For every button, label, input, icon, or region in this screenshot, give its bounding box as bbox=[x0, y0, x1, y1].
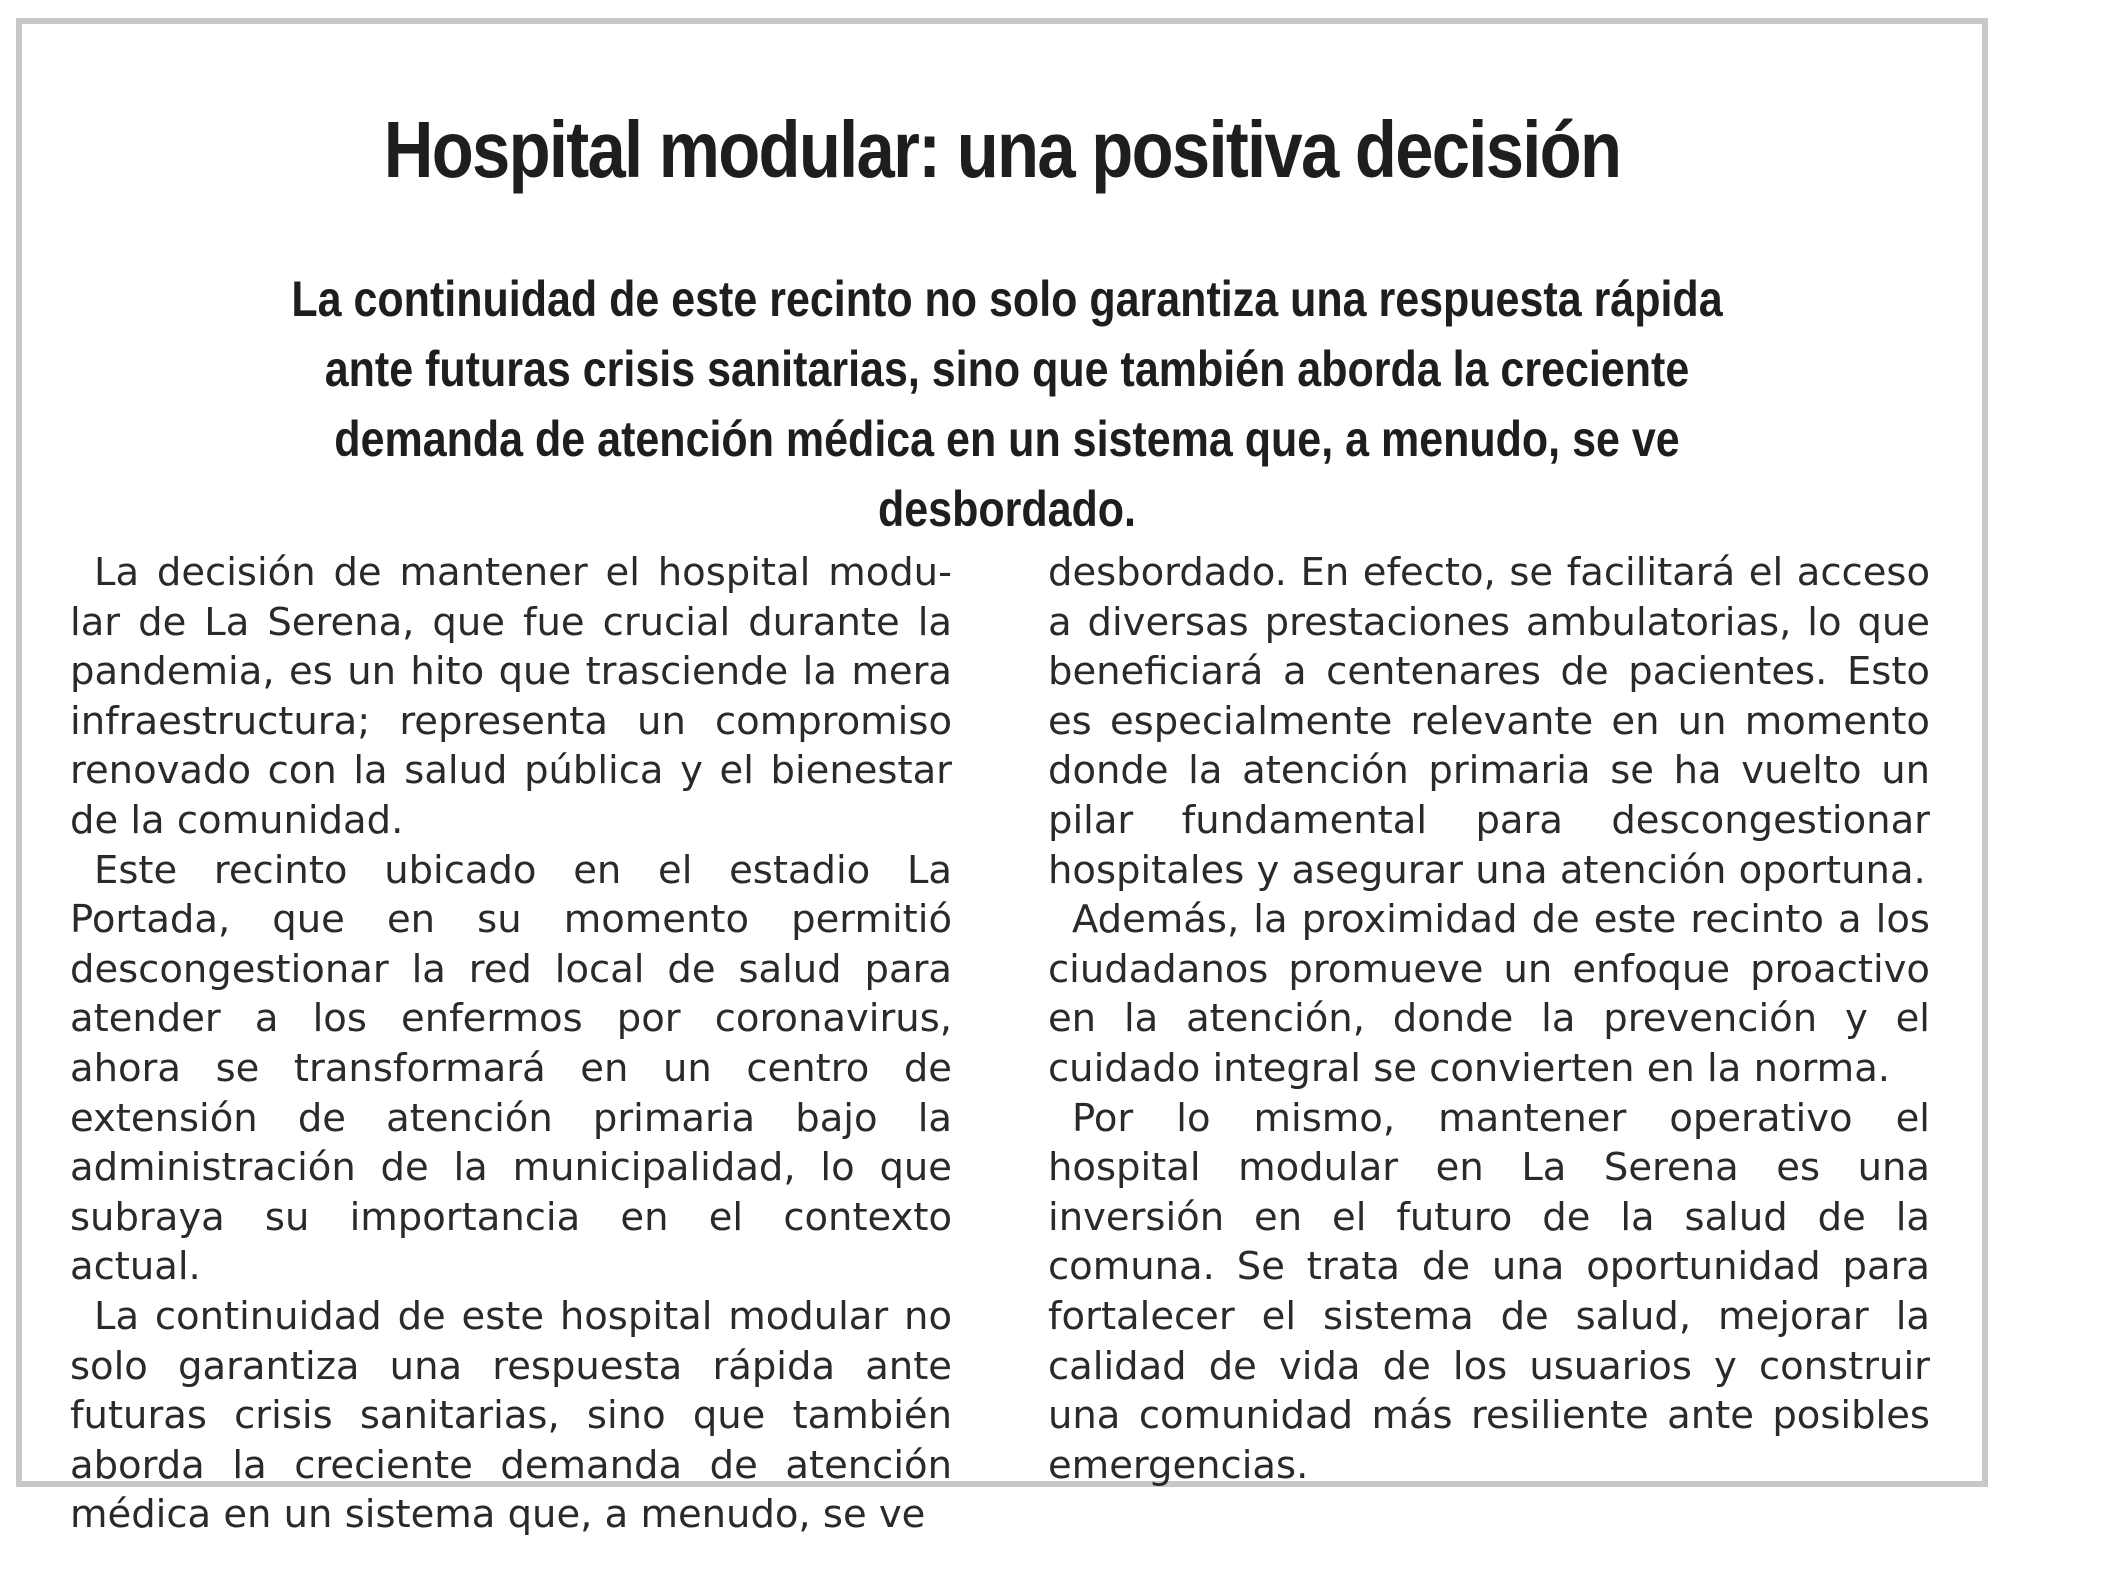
headline: Hospital modular: una positiva decisión bbox=[383, 105, 1621, 194]
paragraph: Además, la proximidad de este recinto a los ciudadanos promueve un enfoque proactivo en la atención, donde la prevención y el cuidado integral se convierten en la norma. bbox=[1048, 897, 1930, 1091]
paragraph: Por lo mismo, mantener operativo el hospital modular en La Serena es una inversión en el futuro de la salud de la comuna. Se trata de una oportunidad para fortalecer el sistema de salud, mejorar la calidad de vida de los usuarios y construir una comunidad más resiliente ante posibles emergencias. bbox=[1048, 1095, 1930, 1488]
paragraph: La decisión de mantener el hospital modular de La Serena, que fue crucial durante la pandemia, es un hito que trasciende la mera infraestructura; representa un compromiso renovado con la salud pública y el bienestar de la comunidad. bbox=[70, 550, 952, 843]
article-frame bbox=[16, 18, 1988, 1538]
paragraph-continued: desbordado. En efecto, se facilitará el acceso a diversas prestaciones ambulatorias, lo que beneficiará a centenares de pacientes. Esto es especialmente relevante en un momento donde la atención primaria se ha vuelto un pilar fundamental para descongestionar hospitales y asegurar una atención oportuna. bbox=[1048, 550, 1930, 893]
paragraph: La continuidad de este hospital modular no solo garantiza una respuesta rápida ante futuras crisis sanitarias, sino que también aborda la creciente demanda de atención médica en un sistema que, a menudo, se ve bbox=[70, 1293, 952, 1538]
deck-subheadline: La continuidad de este recinto no solo garantiza una respuesta rápida ante futuras crisis sanitarias, sino que también aborda la creciente demanda de atención médica en un sistema que, a menudo, se ve desbordado. bbox=[291, 271, 1723, 537]
right-column bbox=[1048, 548, 1930, 1490]
left-column bbox=[70, 548, 952, 1540]
paragraph: Este recinto ubicado en el estadio La Portada, que en su momento permitió descongestionar la red local de salud para atender a los enfermos por coronavirus, ahora se transformará en un centro de extensión de atención primaria bajo la administración de la municipalidad, lo que subraya su importancia en el contexto actual. bbox=[70, 847, 952, 1290]
